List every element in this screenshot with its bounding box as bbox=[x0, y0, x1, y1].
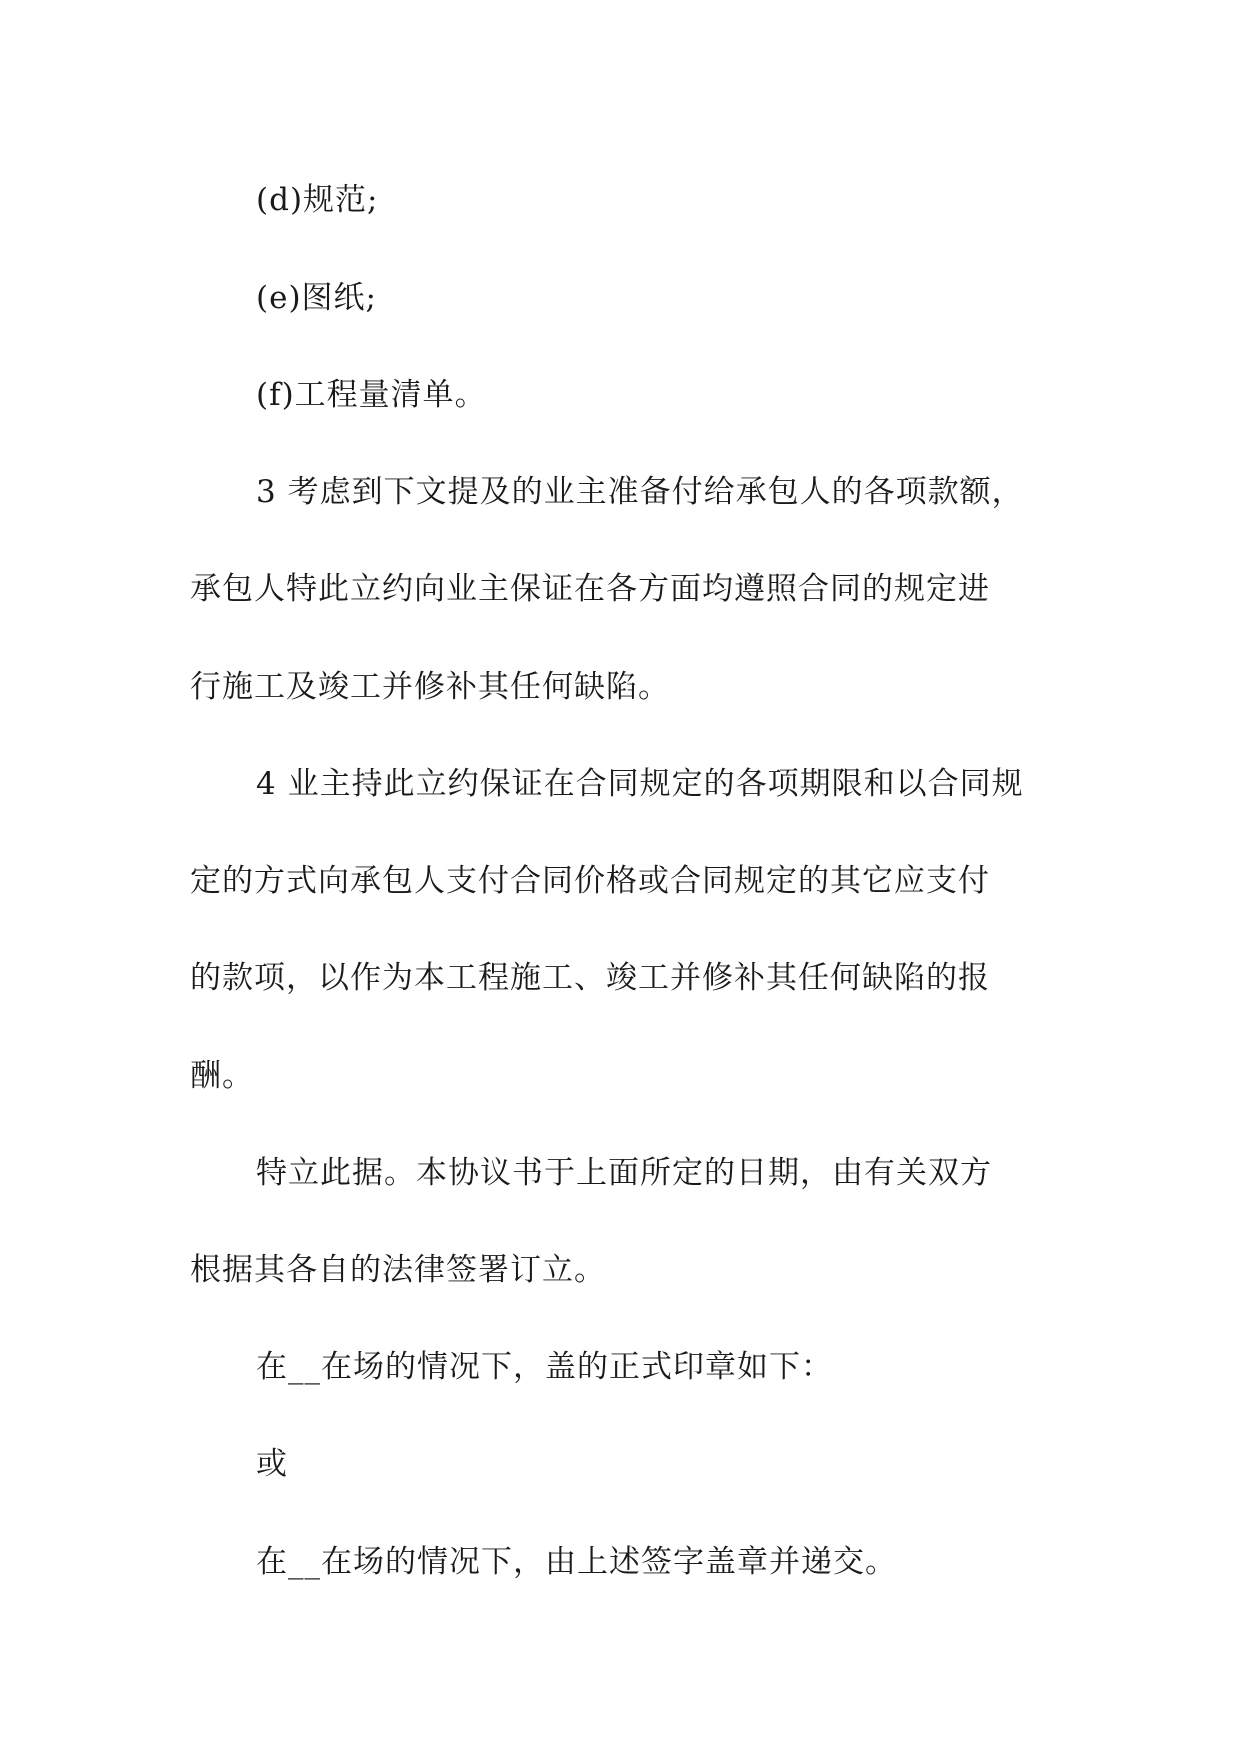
item-d: (d)规范; bbox=[256, 182, 379, 218]
clause-4-line-1: 4 业主持此立约保证在合同规定的各项期限和以合同规 bbox=[256, 766, 1024, 802]
item-e: (e)图纸; bbox=[256, 280, 377, 316]
clause-3-line-3: 行施工及竣工并修补其任何缺陷。 bbox=[190, 669, 670, 705]
seal-option-1: 在__在场的情况下，盖的正式印章如下： bbox=[256, 1349, 833, 1385]
or-text: 或 bbox=[256, 1446, 288, 1482]
witness-line-2: 根据其各自的法律签署订立。 bbox=[190, 1252, 606, 1288]
clause-4-line-2: 定的方式向承包人支付合同价格或合同规定的其它应支付 bbox=[190, 863, 990, 899]
item-f: (f)工程量清单。 bbox=[256, 377, 487, 413]
witness-line-1: 特立此据。本协议书于上面所定的日期，由有关双方 bbox=[256, 1155, 992, 1191]
clause-4-line-4: 酬。 bbox=[190, 1058, 254, 1094]
seal-option-2: 在__在场的情况下，由上述签字盖章并递交。 bbox=[256, 1544, 897, 1580]
clause-3-line-1: 3 考虑到下文提及的业主准备付给承包人的各项款额， bbox=[256, 474, 1024, 510]
clause-3-line-2: 承包人特此立约向业主保证在各方面均遵照合同的规定进 bbox=[190, 571, 990, 607]
clause-4-line-3: 的款项，以作为本工程施工、竣工并修补其任何缺陷的报 bbox=[190, 960, 990, 996]
